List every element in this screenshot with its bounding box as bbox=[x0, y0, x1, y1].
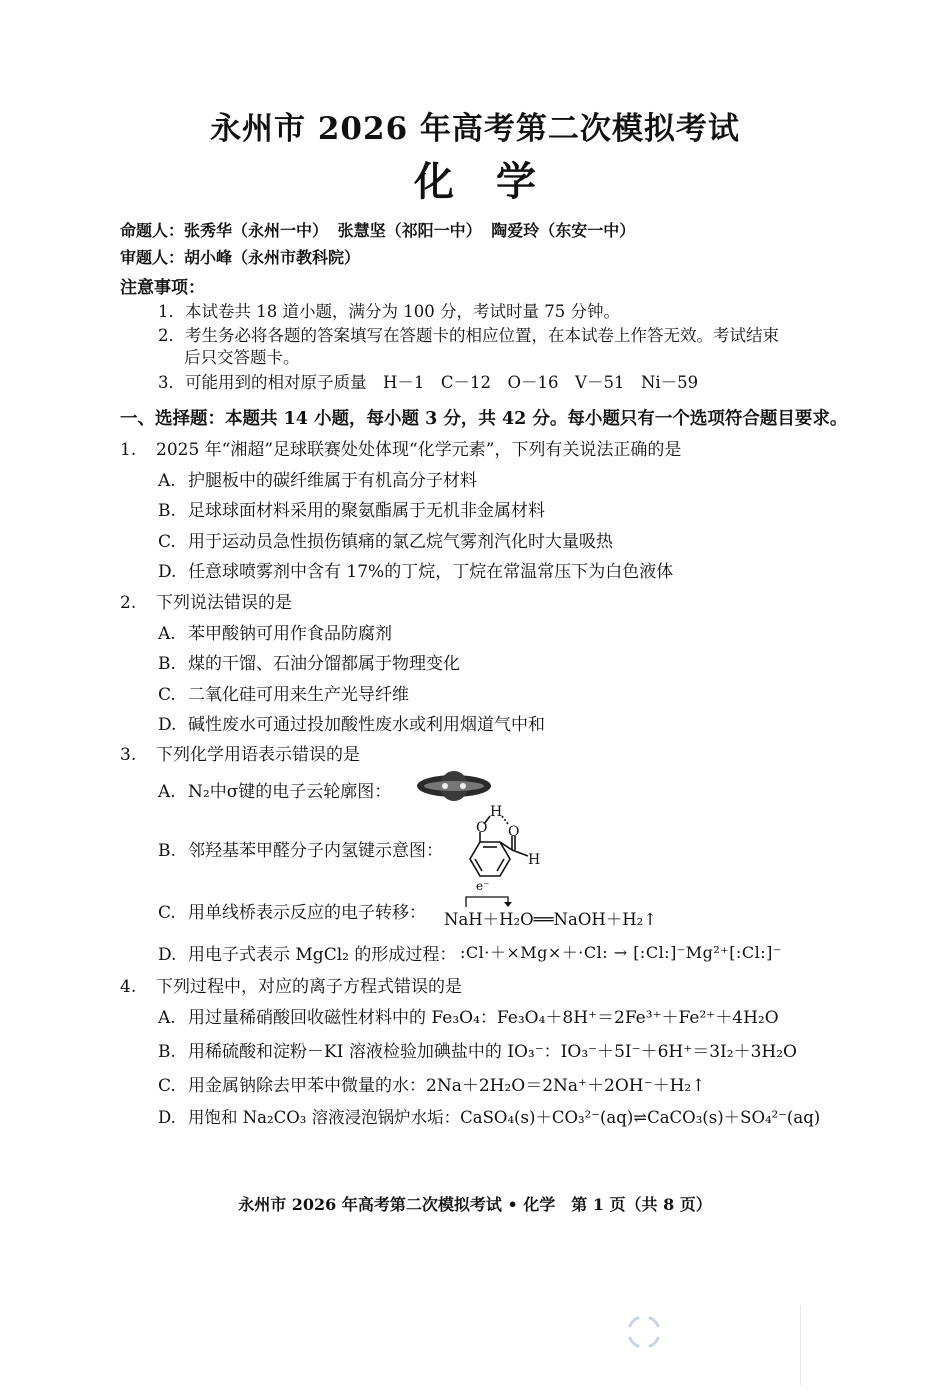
q3-option-b: B. 邻羟基苯甲醛分子内氢键示意图： bbox=[158, 841, 443, 861]
carbonyl-oxygen-label: O bbox=[508, 824, 520, 840]
question-number: 3. bbox=[120, 745, 137, 765]
q1-option-a: A. 护腿板中的碳纤维属于有机高分子材料 bbox=[158, 471, 477, 491]
notes-title: 注意事项： bbox=[120, 278, 205, 298]
question-stem: 下列化学用语表示错误的是 bbox=[156, 745, 360, 765]
question-stem: 下列过程中，对应的离子方程式错误的是 bbox=[156, 977, 462, 997]
question-stem: 下列说法错误的是 bbox=[156, 593, 292, 613]
q4-option-a: A. 用过量稀硝酸回收磁性材料中的 Fe₃O₄：Fe₃O₄＋8H⁺＝2Fe³⁺＋Fe²⁺＋4H₂O bbox=[158, 1008, 779, 1028]
subject-title: 化学 bbox=[414, 158, 578, 205]
q3-c-equation: NaH＋H₂O══NaOH＋H₂↑ bbox=[444, 910, 658, 929]
question-number: 1. bbox=[120, 440, 137, 460]
exam-title: 永州市 2026 年高考第二次模拟考试 bbox=[210, 111, 740, 147]
loading-spinner-icon bbox=[624, 1312, 664, 1352]
question-2 bbox=[120, 588, 292, 613]
note-2-cont: 后只交答题卡。 bbox=[184, 348, 300, 367]
question-number: 4. bbox=[120, 977, 137, 997]
question-number: 2. bbox=[120, 593, 137, 613]
question-4 bbox=[120, 972, 462, 997]
oxygen-label: O bbox=[476, 820, 488, 836]
salicylaldehyde-structure-figure bbox=[456, 802, 556, 886]
q2-option-b: B. 煤的干馏、石油分馏都属于物理变化 bbox=[158, 654, 460, 674]
q2-option-d: D. 碱性废水可通过投加酸性废水或利用烟道气中和 bbox=[158, 715, 545, 735]
aldehyde-h-label: H bbox=[528, 852, 541, 868]
authors-line: 命题人：张秀华（永州一中） 张慧坚（祁阳一中） 陶爱玲（东安一中） bbox=[120, 221, 636, 240]
q1-option-d: D. 任意球喷雾剂中含有 17%的丁烷，丁烷在常温常压下为白色液体 bbox=[158, 562, 674, 582]
page-footer: 永州市 2026 年高考第二次模拟考试 • 化学 第 1 页（共 8 页） bbox=[238, 1195, 712, 1214]
q1-option-c: C. 用于运动员急性损伤镇痛的氯乙烷气雾剂汽化时大量吸热 bbox=[158, 532, 613, 552]
question-1 bbox=[120, 435, 681, 460]
question-stem: 2025 年“湘超”足球联赛处处体现“化学元素”，下列有关说法正确的是 bbox=[156, 440, 682, 460]
q1-option-b: B. 足球球面材料采用的聚氨酯属于无机非金属材料 bbox=[158, 501, 545, 521]
reviewer-line: 审题人：胡小峰（永州市教科院） bbox=[120, 248, 361, 267]
q4-option-c: C. 用金属钠除去甲苯中微量的水：2Na＋2H₂O＝2Na⁺＋2OH⁻＋H₂↑ bbox=[158, 1076, 706, 1096]
hydrogen-bond-h-label: H bbox=[490, 804, 503, 820]
q3-option-c: C. 用单线桥表示反应的电子转移： bbox=[158, 903, 426, 923]
electron-transfer-label: e⁻ bbox=[476, 879, 490, 893]
section-heading: 一、选择题：本题共 14 小题，每小题 3 分，共 42 分。每小题只有一个选项符合题目要求。 bbox=[120, 409, 848, 429]
note-2: 2．考生务必将各题的答案填写在答题卡的相应位置，在本试卷上作答无效。考试结束 bbox=[158, 326, 779, 345]
q2-option-c: C. 二氧化硅可用来生产光导纤维 bbox=[158, 685, 409, 705]
q3-d-electron-formula: :Cl·＋×Mg×＋·Cl: → [:Cl:]⁻Mg²⁺[:Cl:]⁻ bbox=[460, 943, 782, 962]
question-3 bbox=[120, 740, 360, 765]
q4-option-d: D. 用饱和 Na₂CO₃ 溶液浸泡锅炉水垢：CaSO₄(s)＋CO₃²⁻(aq)⇌CaCO₃(s)＋SO₄²⁻(aq) bbox=[158, 1108, 821, 1127]
note-3: 3．可能用到的相对原子质量 H－1 C－12 O－16 V－51 Ni－59 bbox=[158, 373, 699, 392]
q2-option-a: A. 苯甲酸钠可用作食品防腐剂 bbox=[158, 624, 392, 644]
divider bbox=[800, 1305, 801, 1385]
q3-option-a: A. N₂中σ键的电子云轮廓图： bbox=[158, 782, 392, 802]
q3-option-d: D. 用电子式表示 MgCl₂ 的形成过程： bbox=[158, 945, 457, 965]
q4-option-b: B. 用稀硫酸和淀粉－KI 溶液检验加碘盐中的 IO₃⁻：IO₃⁻＋5I⁻＋6H⁺＝3I₂＋3H₂O bbox=[158, 1042, 797, 1062]
sigma-bond-cloud-figure bbox=[414, 768, 494, 804]
note-1: 1．本试卷共 18 道小题，满分为 100 分，考试时量 75 分钟。 bbox=[158, 302, 620, 321]
